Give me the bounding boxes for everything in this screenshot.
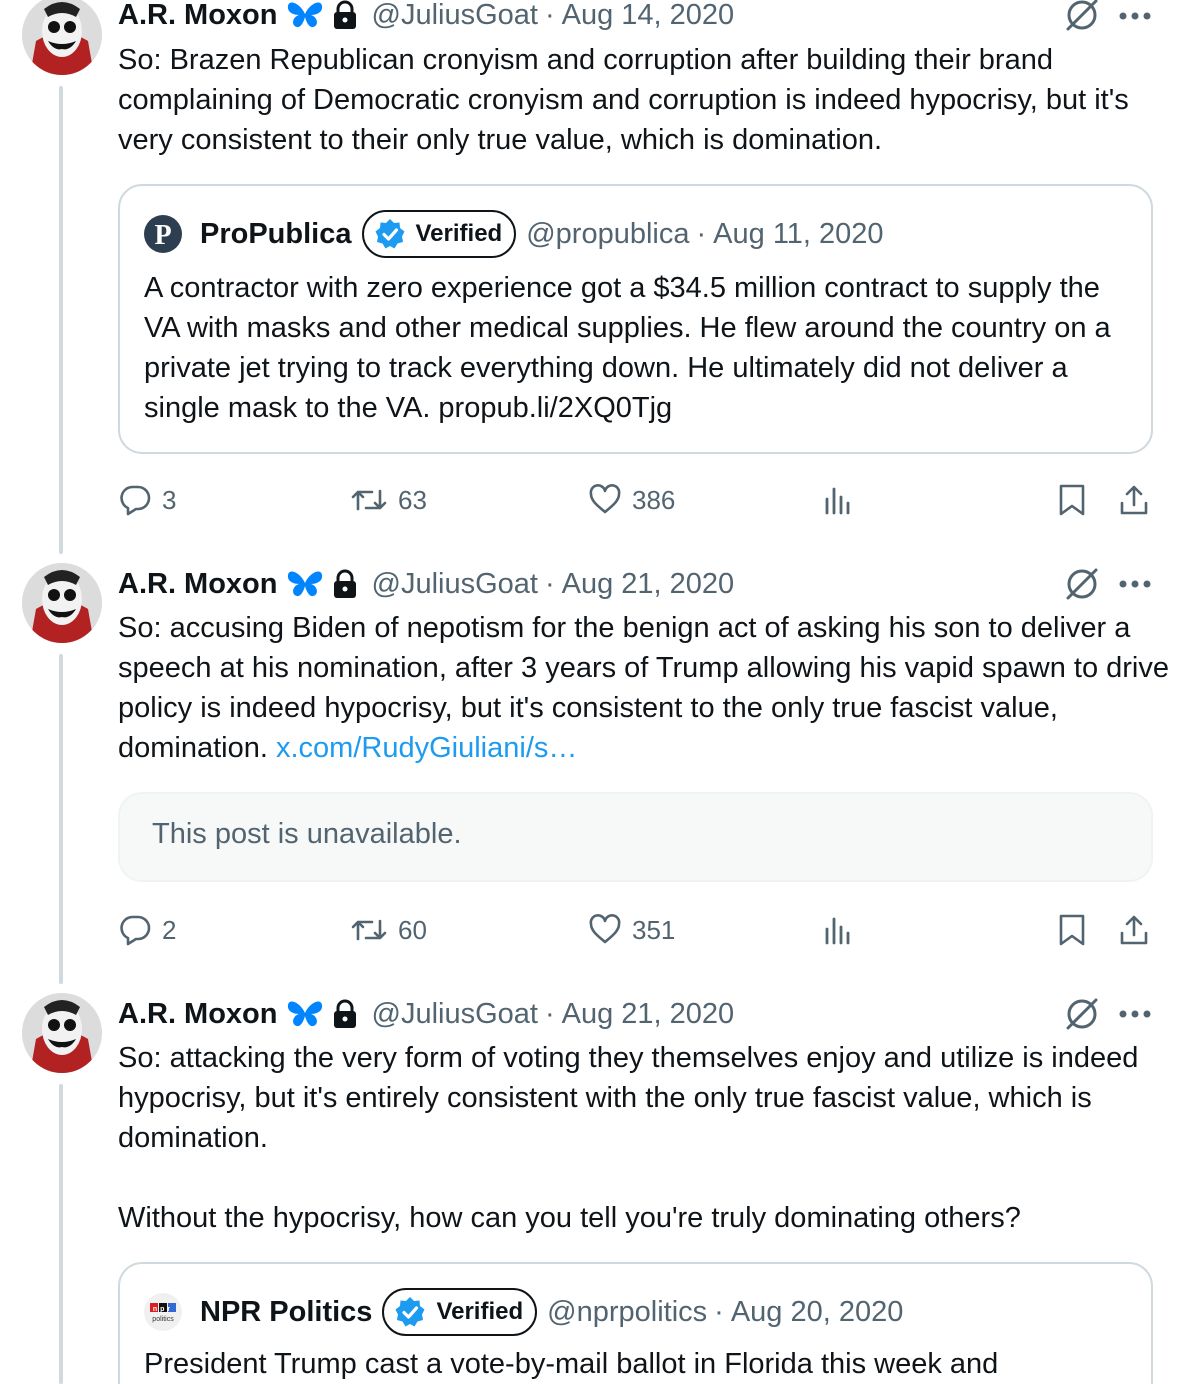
- quoted-author-avatar: [144, 1293, 182, 1331]
- quoted-author-name: ProPublica: [200, 217, 352, 250]
- verified-label: Verified: [415, 220, 503, 247]
- analytics-icon: [822, 483, 854, 517]
- reply-icon: [118, 483, 152, 517]
- verified-label: Verified: [436, 1298, 524, 1325]
- quoted-post-header: [144, 1288, 903, 1336]
- post-header: [118, 994, 734, 1034]
- author-handle[interactable]: @JuliusGoat: [371, 997, 538, 1030]
- author-name[interactable]: A.R. Moxon: [118, 0, 278, 31]
- reply-button[interactable]: [118, 480, 176, 520]
- more-icon[interactable]: [1118, 1008, 1152, 1020]
- share-icon: [1118, 913, 1150, 947]
- post-actions: [0, 480, 1198, 520]
- bookmark-icon: [1056, 913, 1088, 947]
- repost-count: 63: [398, 484, 427, 515]
- verified-icon: [374, 218, 406, 250]
- post[interactable]: [0, 0, 1198, 540]
- post-text-content: So: accusing Biden of nepotism for the benign act of asking his son to deliver a speech at his nomination, after 3 years of Trump allowing his vapid spawn to drive policy is indeed hypocrisy, but it's consistent to the only true fascist value, domination.: [118, 612, 1178, 764]
- share-button[interactable]: [1118, 480, 1150, 520]
- butterfly-icon: [286, 999, 324, 1029]
- author-avatar[interactable]: [22, 0, 102, 75]
- npr-logo-text: npr: [152, 1306, 174, 1313]
- post[interactable]: [0, 560, 1198, 970]
- repost-button[interactable]: [350, 480, 427, 520]
- post-date[interactable]: Aug 14, 2020: [561, 0, 735, 31]
- post-text: So: attacking the very form of voting they themselves enjoy and utilize is indeed hypocrisy, but it's entirely consistent with the only true fascist value, which is domination. Without the hypocrisy, how can you tell you're truly dominating others?: [118, 1042, 1139, 1234]
- verified-badge[interactable]: [362, 210, 517, 258]
- unavailable-post: [118, 792, 1153, 882]
- author-avatar[interactable]: [22, 993, 102, 1073]
- reply-icon: [118, 913, 152, 947]
- npr-logo-sub: politics: [152, 1316, 174, 1323]
- grok-icon[interactable]: [1064, 566, 1100, 602]
- lock-icon: [332, 999, 358, 1029]
- post-header: [118, 564, 734, 604]
- author-name[interactable]: A.R. Moxon: [118, 567, 278, 600]
- repost-count: 60: [398, 914, 427, 945]
- bookmark-button[interactable]: [1056, 480, 1088, 520]
- separator-dot: ·: [696, 217, 707, 250]
- repost-icon: [350, 483, 388, 517]
- like-count: 386: [632, 484, 676, 515]
- author-handle[interactable]: @JuliusGoat: [371, 0, 538, 31]
- reply-count: 3: [162, 484, 177, 515]
- quoted-author-name: NPR Politics: [200, 1295, 373, 1328]
- quoted-post-text: A contractor with zero experience got a $34.5 million contract to supply the VA with masks and other medical supplies. He flew around the country on a private jet trying to track everything down. He ultimately did not deliver a single mask to the VA. propub.li/2XQ0Tjg: [144, 272, 1111, 424]
- analytics-icon: [822, 913, 854, 947]
- quoted-post[interactable]: [118, 184, 1153, 454]
- author-handle[interactable]: @JuliusGoat: [371, 567, 538, 600]
- post-date[interactable]: Aug 21, 2020: [561, 567, 735, 600]
- reply-count: 2: [162, 914, 177, 945]
- separator-dot: ·: [544, 997, 555, 1030]
- lock-icon: [332, 0, 358, 30]
- butterfly-icon: [286, 569, 324, 599]
- grok-icon[interactable]: [1064, 996, 1100, 1032]
- quoted-author-handle: @propublica: [526, 217, 690, 250]
- post-actions: [0, 910, 1198, 950]
- bookmark-icon: [1056, 483, 1088, 517]
- post-text: So: Brazen Republican cronyism and corruption after building their brand complaining of Democratic cronyism and corruption is indeed hypocrisy, but it's very consistent to their only true value, which is domination.: [118, 44, 1137, 156]
- author-avatar[interactable]: [22, 563, 102, 643]
- share-button[interactable]: [1118, 910, 1150, 950]
- unavailable-text: This post is unavailable.: [152, 818, 462, 850]
- quoted-author-avatar: [144, 215, 182, 253]
- quoted-author-handle: @nprpolitics: [547, 1295, 708, 1328]
- heart-icon: [588, 913, 622, 947]
- bookmark-button[interactable]: [1056, 910, 1088, 950]
- like-button[interactable]: [588, 910, 675, 950]
- lock-icon: [332, 569, 358, 599]
- separator-dot: ·: [544, 567, 555, 600]
- more-icon[interactable]: [1118, 10, 1152, 22]
- verified-badge[interactable]: [382, 1288, 537, 1336]
- reply-button[interactable]: [118, 910, 176, 950]
- post-link[interactable]: x.com/RudyGiuliani/s…: [276, 732, 578, 764]
- author-name[interactable]: A.R. Moxon: [118, 997, 278, 1030]
- like-button[interactable]: [588, 480, 675, 520]
- quoted-avatar-letter: P: [154, 220, 172, 251]
- share-icon: [1118, 483, 1150, 517]
- separator-dot: ·: [544, 0, 555, 31]
- more-icon[interactable]: [1118, 578, 1152, 590]
- verified-icon: [394, 1296, 426, 1328]
- post[interactable]: [0, 990, 1198, 1384]
- quoted-post-header: [144, 210, 884, 258]
- separator-dot: ·: [714, 1295, 724, 1328]
- heart-icon: [588, 483, 622, 517]
- post-text: [118, 608, 1178, 768]
- like-count: 351: [632, 914, 676, 945]
- repost-button[interactable]: [350, 910, 427, 950]
- repost-icon: [350, 913, 388, 947]
- quoted-post[interactable]: [118, 1262, 1153, 1384]
- views-button[interactable]: [822, 910, 854, 950]
- views-button[interactable]: [822, 480, 854, 520]
- quoted-post-date: Aug 20, 2020: [730, 1295, 904, 1328]
- post-date[interactable]: Aug 21, 2020: [561, 997, 735, 1030]
- quoted-post-date: Aug 11, 2020: [713, 217, 884, 250]
- post-header: [118, 0, 734, 35]
- grok-icon[interactable]: [1064, 0, 1100, 33]
- quoted-post-text: President Trump cast a vote-by-mail ballot in Florida this week and: [144, 1348, 999, 1380]
- butterfly-icon: [286, 0, 324, 30]
